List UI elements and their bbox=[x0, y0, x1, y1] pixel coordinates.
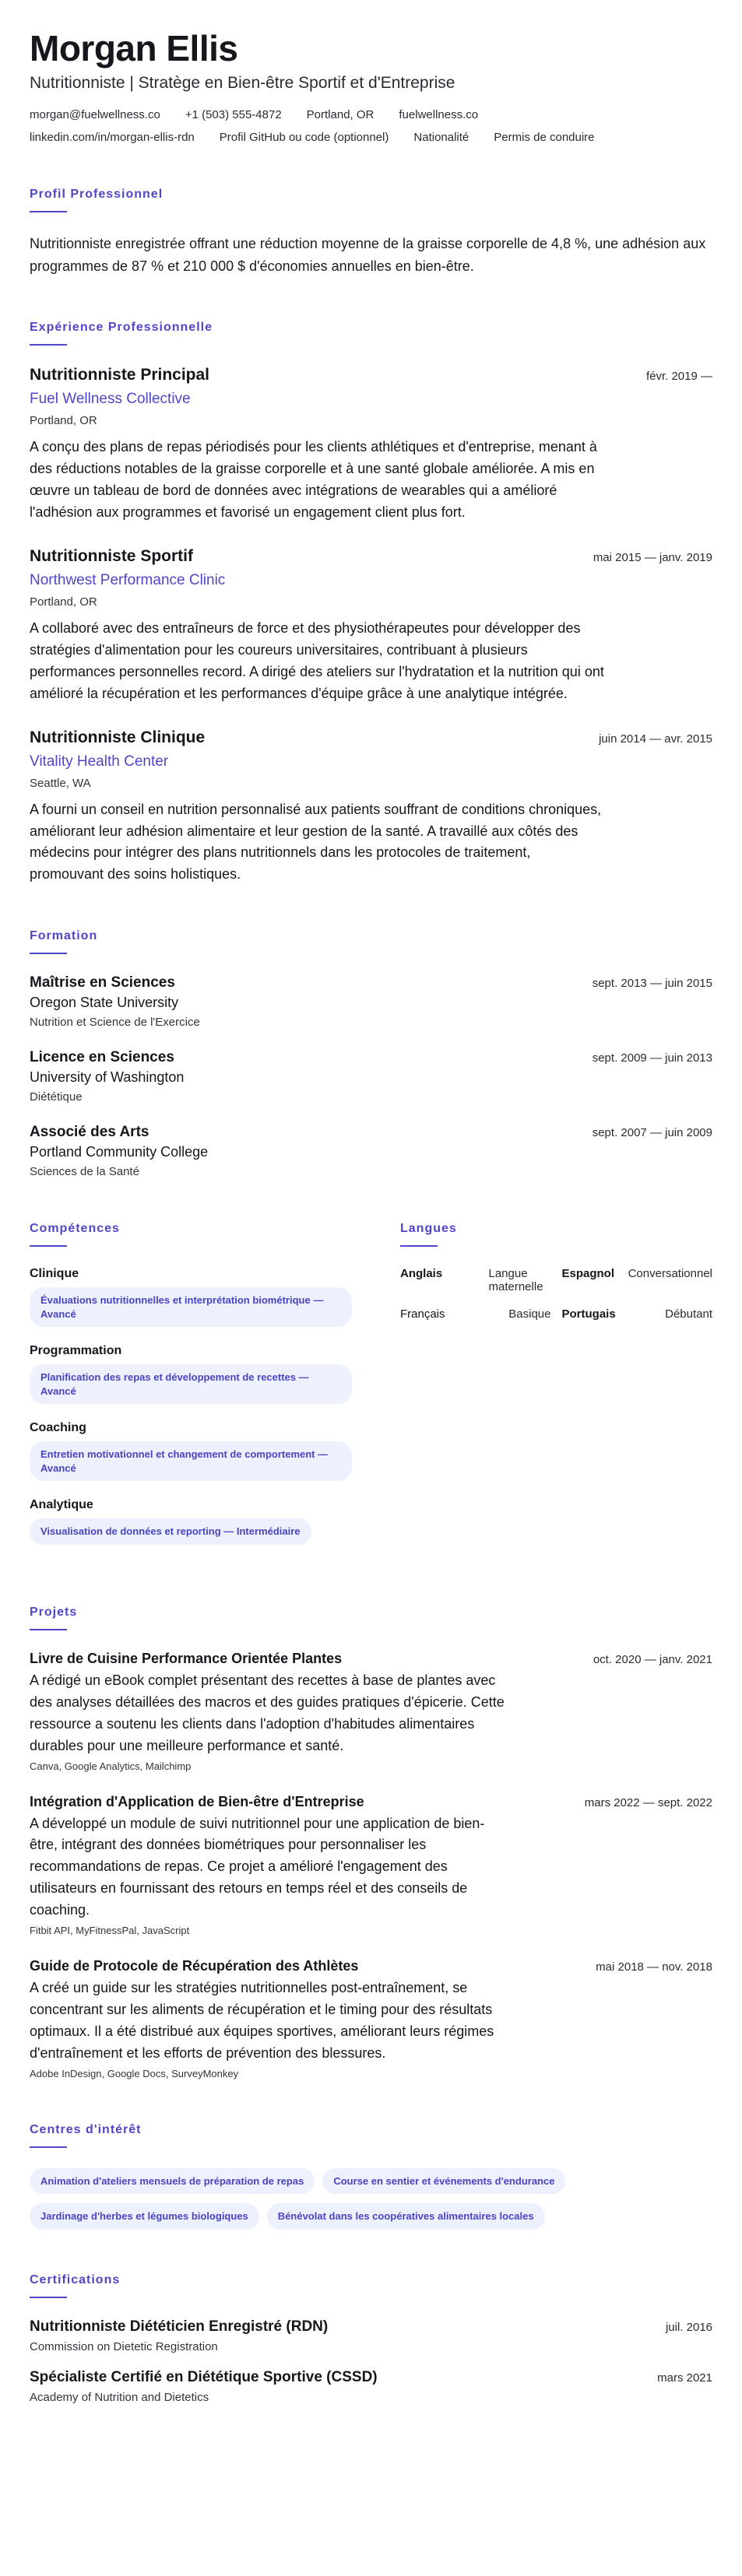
candidate-name: Morgan Ellis bbox=[30, 28, 238, 68]
skill-group bbox=[30, 1498, 366, 1545]
job-company: Fuel Wellness Collective bbox=[30, 391, 191, 408]
education-date: sept. 2009 — juin 2013 bbox=[592, 1051, 712, 1065]
education-entry bbox=[30, 1124, 712, 1178]
contact-email[interactable]: morgan@fuelwellness.co bbox=[30, 107, 160, 121]
section-education bbox=[30, 929, 712, 1178]
contact-nationality: Nationalité bbox=[413, 130, 469, 144]
interest-pill: Course en sentier et événements d'endurance bbox=[322, 2168, 565, 2195]
job-company: Northwest Performance Clinic bbox=[30, 572, 226, 589]
education-degree: Licence en Sciences bbox=[30, 1049, 174, 1066]
skill-category: Analytique bbox=[30, 1498, 93, 1512]
certification-title: Nutritionniste Diététicien Enregistré (RDN) bbox=[30, 2318, 329, 2335]
job-entry bbox=[30, 366, 712, 524]
section-title: Centres d'intérêt bbox=[30, 2122, 142, 2136]
education-entry bbox=[30, 1049, 712, 1104]
certification-date: mars 2021 bbox=[657, 2371, 712, 2385]
language-name: Portugais bbox=[561, 1307, 616, 1321]
section-title: Langues bbox=[400, 1222, 457, 1236]
job-entry bbox=[30, 728, 712, 886]
project-title: Intégration d'Application de Bien-être d'Entreprise bbox=[30, 1793, 364, 1809]
language-name: Espagnol bbox=[561, 1267, 615, 1281]
education-degree: Associé des Arts bbox=[30, 1124, 149, 1141]
job-description: A conçu des plans de repas périodisés pour les clients athlétiques et d'entreprise, menant à des réductions notables de la graisse corporelle et à une santé globale améliorée. A mis en œuvre un tableau de bord de données avec intégrations de wearables qui a amélioré l'adhésion aux programmes et favorisé un engagement client plus fort. bbox=[30, 439, 597, 521]
section-certifications bbox=[30, 2273, 712, 2404]
skill-category: Coaching bbox=[30, 1421, 86, 1435]
certification-issuer: Commission on Dietetic Registration bbox=[30, 2339, 218, 2353]
languages-grid bbox=[400, 1267, 712, 1321]
contact-github[interactable]: Profil GitHub ou code (optionnel) bbox=[219, 130, 389, 144]
project-entry bbox=[30, 1958, 712, 2079]
education-field: Sciences de la Santé bbox=[30, 1165, 139, 1179]
education-entry bbox=[30, 974, 712, 1029]
contact-row-primary bbox=[30, 108, 712, 121]
section-divider bbox=[400, 1245, 438, 1247]
section-skills bbox=[30, 1222, 366, 1562]
section-projects bbox=[30, 1606, 712, 2079]
language-item bbox=[562, 1267, 713, 1293]
project-tech: Fitbit API, MyFitnessPal, JavaScript bbox=[30, 1925, 190, 1937]
project-tech: Canva, Google Analytics, Mailchimp bbox=[30, 1760, 192, 1772]
project-title: Livre de Cuisine Performance Orientée Plantes bbox=[30, 1651, 343, 1666]
education-school: Portland Community College bbox=[30, 1144, 209, 1160]
job-date: mai 2015 — janv. 2019 bbox=[593, 551, 712, 565]
section-title: Compétences bbox=[30, 1222, 120, 1236]
section-divider bbox=[30, 953, 67, 954]
section-title: Profil Professionnel bbox=[30, 187, 164, 201]
job-date: févr. 2019 — bbox=[645, 370, 712, 384]
education-school: Oregon State University bbox=[30, 995, 179, 1011]
project-description: A développé un module de suivi nutritionnel pour une application de bien-être, intégrant des données biométriques pour personnaliser les recommandations de repas. Ce projet a amélioré l'engagement des utilisateurs en fournissant des retours en temps réel et des conseils de coaching. bbox=[30, 1815, 485, 1918]
language-level: Langue maternelle bbox=[488, 1267, 543, 1294]
section-title: Expérience Professionnelle bbox=[30, 321, 213, 335]
project-title: Guide de Protocole de Récupération des Athlètes bbox=[30, 1958, 359, 1974]
job-description: A fourni un conseil en nutrition personnalisé aux patients souffrant de conditions chroniques, améliorant leur adhésion alimentaire et leur gestion de la santé. A travaillé aux côtés des médecins pour intégrer des plans nutritionnels dans les protocoles de traitement, promouvant des soins holistiques. bbox=[30, 801, 602, 883]
language-item bbox=[562, 1307, 713, 1321]
interest-pill: Animation d'ateliers mensuels de préparation de repas bbox=[30, 2168, 315, 2195]
contact-website[interactable]: fuelwellness.co bbox=[399, 107, 479, 121]
certification-entry bbox=[30, 2369, 712, 2404]
section-divider bbox=[30, 1629, 67, 1630]
section-divider bbox=[30, 2146, 67, 2148]
skill-group bbox=[30, 1267, 366, 1327]
section-languages bbox=[400, 1222, 712, 1562]
section-title: Certifications bbox=[30, 2272, 121, 2286]
language-item bbox=[400, 1267, 551, 1293]
section-divider bbox=[30, 211, 67, 212]
contact-linkedin[interactable]: linkedin.com/in/morgan-ellis-rdn bbox=[30, 130, 195, 144]
certification-entry bbox=[30, 2318, 712, 2353]
section-divider bbox=[30, 2297, 67, 2298]
project-date: mai 2018 — nov. 2018 bbox=[596, 1960, 712, 1974]
section-experience bbox=[30, 321, 712, 886]
resume-header bbox=[30, 28, 712, 144]
skill-pill: Visualisation de données et reporting — Intermédiaire bbox=[30, 1518, 311, 1545]
section-divider bbox=[30, 344, 67, 346]
education-field: Diététique bbox=[30, 1090, 83, 1104]
project-date: oct. 2020 — janv. 2021 bbox=[593, 1653, 712, 1666]
language-level: Conversationnel bbox=[628, 1267, 712, 1281]
job-date: juin 2014 — avr. 2015 bbox=[599, 732, 712, 746]
job-company: Vitality Health Center bbox=[30, 753, 169, 770]
job-title: Nutritionniste Principal bbox=[30, 366, 210, 384]
contact-location: Portland, OR bbox=[306, 107, 375, 121]
project-description: A rédigé un eBook complet présentant des recettes à base de plantes avec des analyses détaillées des macros et des guides pratiques d'épicerie. Cette ressource a soutenu les clients dans l'adoption d'habitudes alimentaires durables pour une meilleure performance et santé. bbox=[30, 1672, 505, 1753]
section-title: Formation bbox=[30, 929, 98, 943]
project-tech: Adobe InDesign, Google Docs, SurveyMonkey bbox=[30, 2067, 239, 2079]
certification-issuer: Academy of Nutrition and Dietetics bbox=[30, 2390, 209, 2404]
skill-pill: Évaluations nutritionnelles et interprétation biométrique — Avancé bbox=[30, 1287, 352, 1327]
job-location: Seattle, WA bbox=[30, 776, 91, 790]
language-level: Basique bbox=[508, 1307, 551, 1321]
contact-phone[interactable]: +1 (503) 555-4872 bbox=[185, 107, 282, 121]
skills-languages-row bbox=[30, 1222, 712, 1562]
interest-pill: Jardinage d'herbes et légumes biologiques bbox=[30, 2203, 259, 2230]
job-entry bbox=[30, 547, 712, 705]
job-location: Portland, OR bbox=[30, 414, 97, 428]
skill-group bbox=[30, 1344, 366, 1404]
certification-date: juil. 2016 bbox=[665, 2320, 712, 2334]
skill-pill: Entretien motivationnel et changement de comportement — Avancé bbox=[30, 1441, 352, 1481]
section-summary bbox=[30, 188, 712, 278]
section-divider bbox=[30, 1245, 67, 1247]
skill-category: Programmation bbox=[30, 1344, 122, 1358]
skill-pill: Planification des repas et développement de recettes — Avancé bbox=[30, 1364, 352, 1404]
summary-text: Nutritionniste enregistrée offrant une réduction moyenne de la graisse corporelle de 4,8 %, une adhésion aux programmes de 87 % et 210 000 $ d'économies annuelles en bien-être. bbox=[30, 235, 706, 274]
job-location: Portland, OR bbox=[30, 595, 97, 609]
interest-pill: Bénévolat dans les coopératives alimentaires locales bbox=[267, 2203, 545, 2230]
education-date: sept. 2007 — juin 2009 bbox=[592, 1126, 712, 1140]
education-field: Nutrition et Science de l'Exercice bbox=[30, 1016, 200, 1030]
contact-row-secondary bbox=[30, 131, 712, 144]
language-item bbox=[400, 1307, 551, 1321]
skill-category: Clinique bbox=[30, 1267, 79, 1281]
job-title: Nutritionniste Sportif bbox=[30, 547, 193, 566]
interests-list bbox=[30, 2168, 621, 2230]
language-name: Français bbox=[400, 1307, 445, 1321]
project-date: mars 2022 — sept. 2022 bbox=[584, 1795, 712, 1809]
job-title: Nutritionniste Clinique bbox=[30, 728, 206, 746]
candidate-headline: Nutritionniste | Stratège en Bien-être Sportif et d'Entreprise bbox=[30, 73, 455, 92]
certification-title: Spécialiste Certifié en Diététique Sportive (CSSD) bbox=[30, 2368, 378, 2385]
section-title: Projets bbox=[30, 1606, 78, 1619]
education-date: sept. 2013 — juin 2015 bbox=[592, 977, 712, 991]
language-level: Débutant bbox=[665, 1307, 712, 1321]
education-degree: Maîtrise en Sciences bbox=[30, 974, 175, 991]
project-entry bbox=[30, 1651, 712, 1772]
contact-driving-license: Permis de conduire bbox=[494, 130, 595, 144]
skill-group bbox=[30, 1421, 366, 1481]
education-school: University of Washington bbox=[30, 1069, 185, 1086]
project-description: A créé un guide sur les stratégies nutritionnelles post-entraînement, se concentrant sur les aliments de récupération et le timing pour des résultats optimaux. Il a été distribué aux équipes sportives, améliorant leurs régimes d'entraînement et les efforts de prévention des blessures. bbox=[30, 1980, 494, 2061]
job-description: A collaboré avec des entraîneurs de force et des physiothérapeutes pour développer des stratégies d'alimentation pour les coureurs universitaires, contribuant à plusieurs performances personnelles record. A dirigé des ateliers sur l'hydratation et la nutrition qui ont amélioré la récupération et les performances d'équipe grâce à une analytique intégrée. bbox=[30, 620, 604, 701]
section-interests bbox=[30, 2123, 712, 2230]
project-entry bbox=[30, 1794, 712, 1936]
language-name: Anglais bbox=[400, 1267, 443, 1281]
